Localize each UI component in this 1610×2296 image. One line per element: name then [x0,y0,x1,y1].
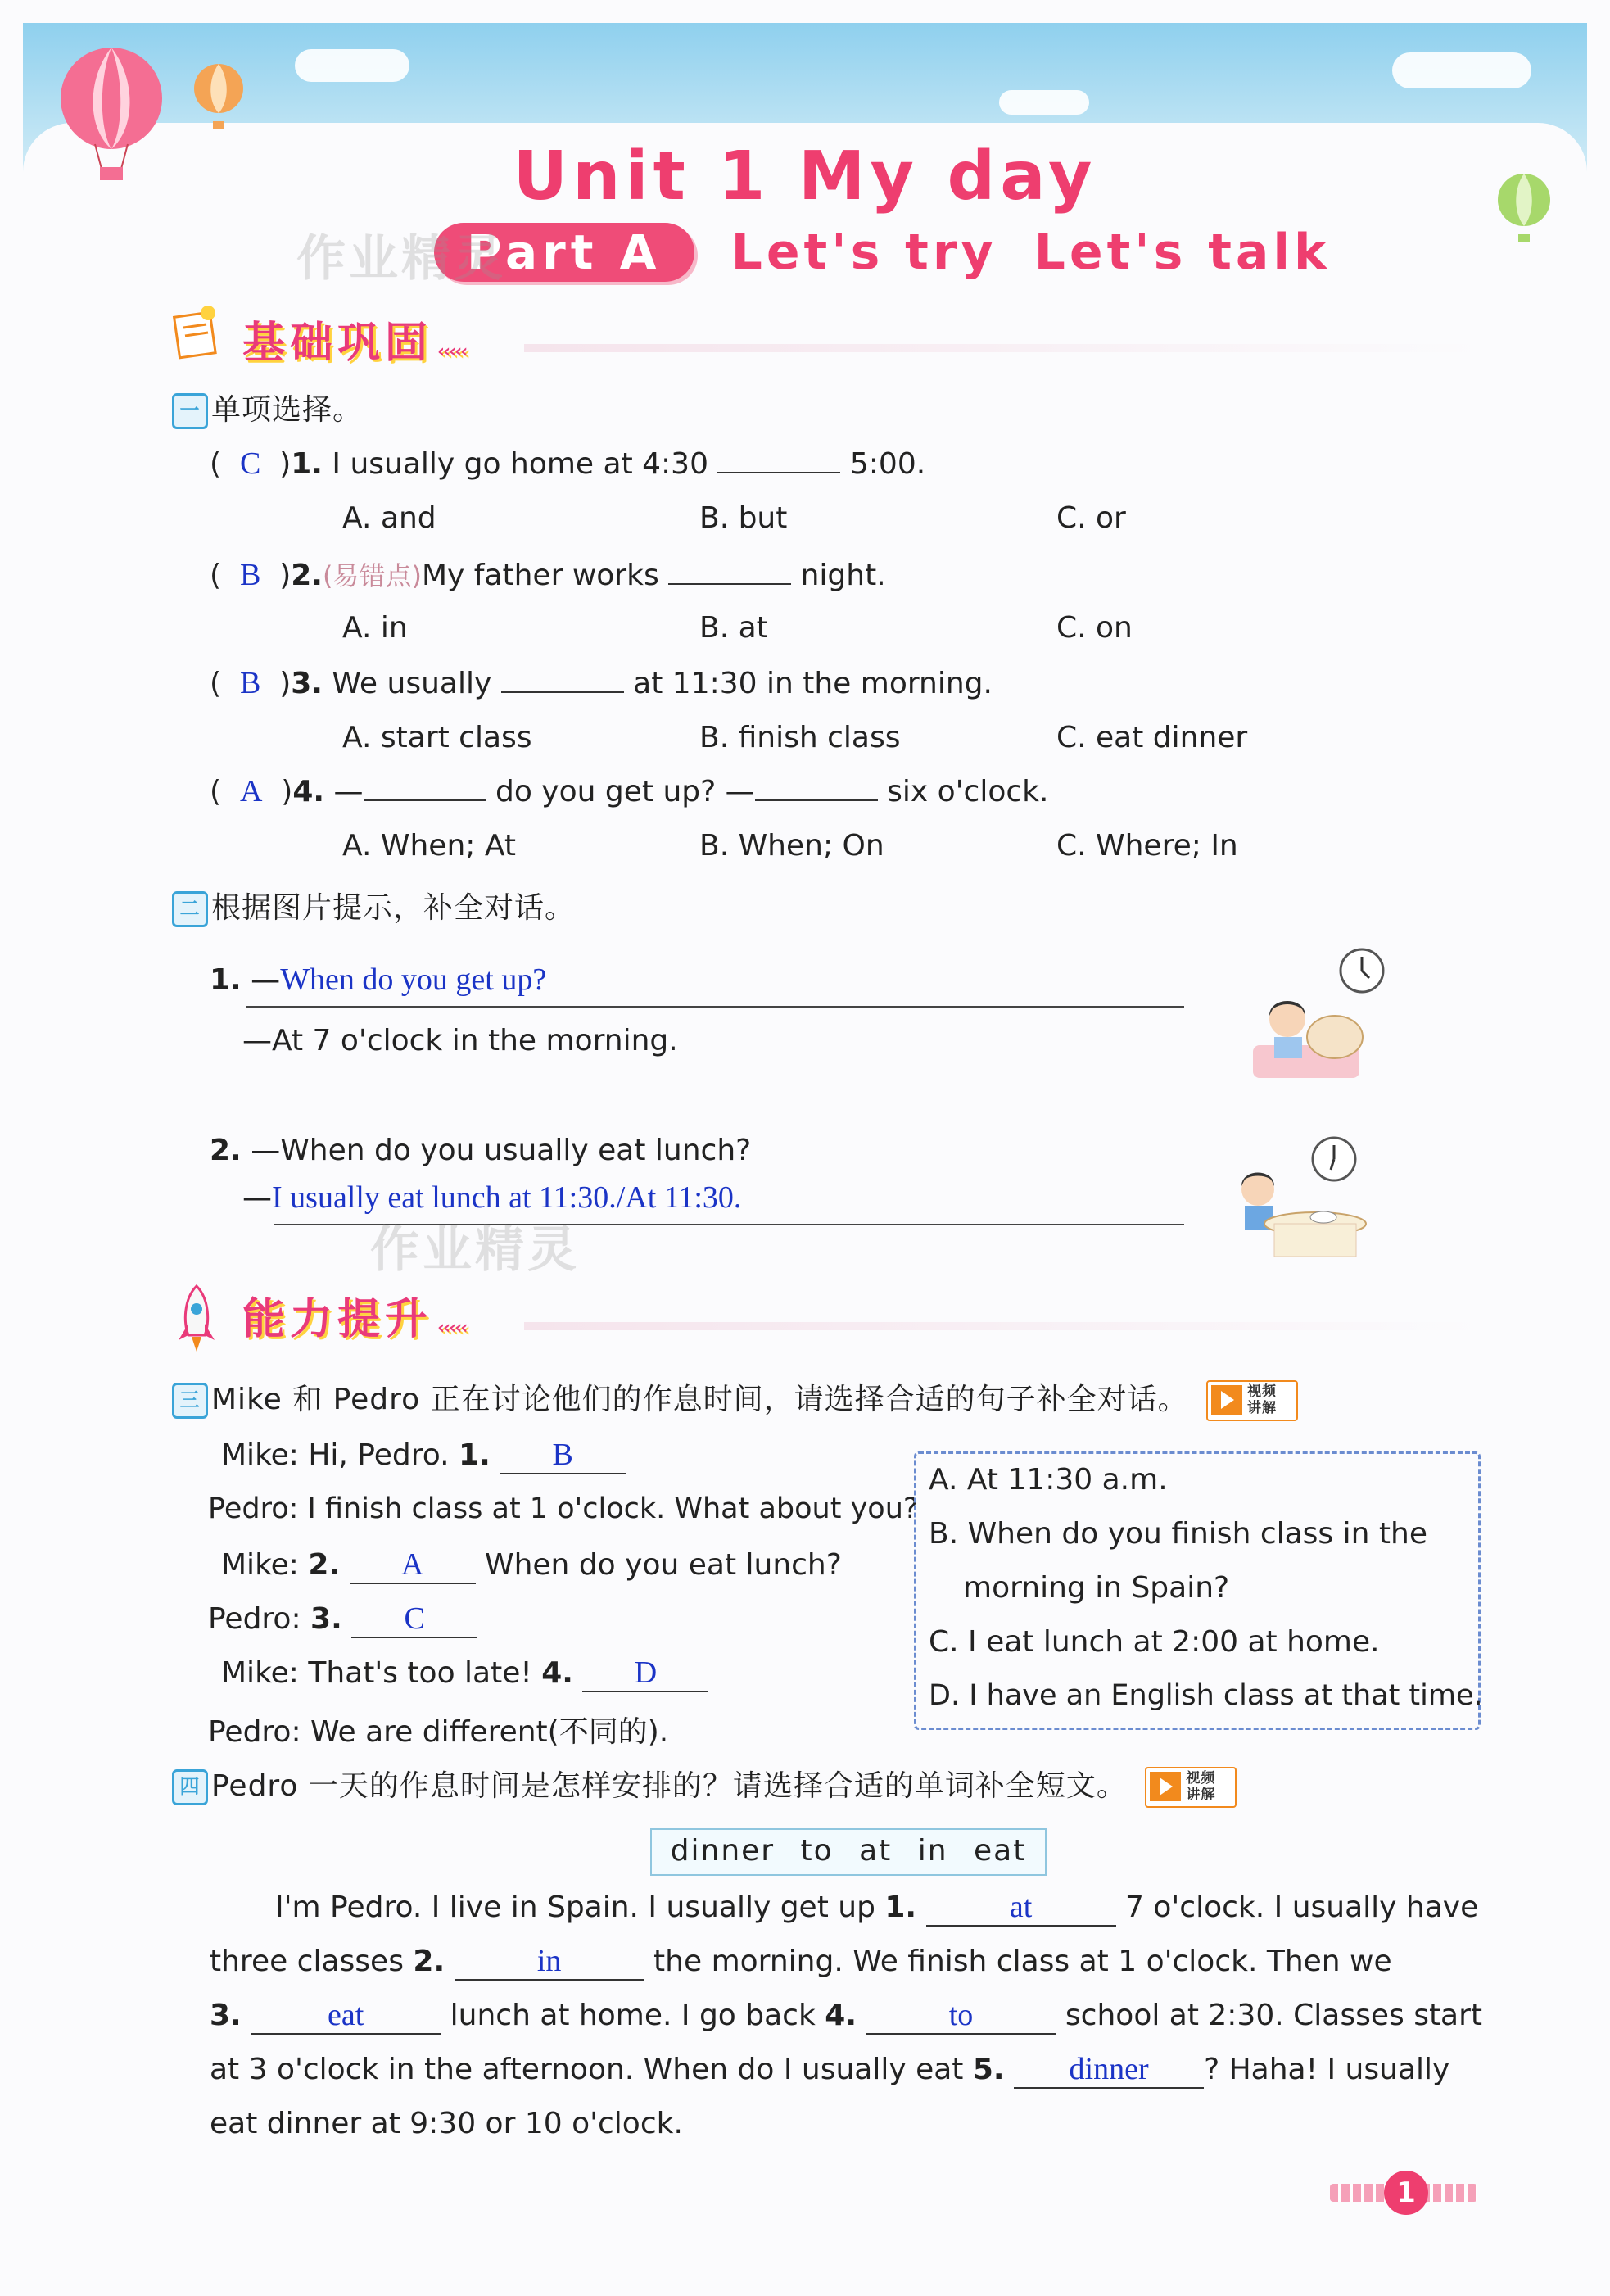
dialog-num: 2. [210,1134,242,1167]
option-b: B. When; On [699,829,884,863]
speaker-text: Mike: That's too late! [221,1656,532,1690]
q1-badge: 一 [172,393,208,429]
option-a: A. At 11:30 a.m. [929,1463,1168,1497]
page-number: 1 [1384,2171,1428,2215]
item-text: I usually go home at 4:30 [332,447,708,481]
item-num: 4. [292,775,325,808]
chevron-decoration: ‹‹‹‹‹ [437,1318,467,1338]
item-text: do you get up? — [495,775,755,808]
dialog-num: 1. [210,963,242,997]
q3-line-3 [221,1547,842,1584]
option-c: C. eat dinner [1056,721,1248,754]
blank-num: 5. [972,2053,1005,2086]
blank [866,1997,1056,2035]
page-number-badge [1327,2174,1482,2210]
dialog-text: —When do you usually eat lunch? [251,1134,752,1167]
video-label: 视频 [1247,1383,1278,1400]
answer-word: eat [328,1998,364,2032]
chevron-decoration: ‹‹‹‹‹ [437,342,467,362]
passage-text: three classes [210,1945,404,1978]
q3-line-2: Pedro: I finish class at 1 o'clock. What about you? [208,1492,919,1525]
q3-heading-text: Mike 和 Pedro 正在讨论他们的作息时间，请选择合适的句子补全对话。 [211,1383,1188,1416]
speaker-text: When do you eat lunch? [485,1548,842,1582]
part-badge: Part A [434,223,694,282]
item-num: 1. [291,447,323,481]
passage-line-3 [210,1997,1482,2035]
answer-choice: C [239,446,261,481]
q3-line-4 [208,1601,477,1638]
hot-air-balloon-icon [190,62,247,136]
passage-text: at 3 o'clock in the afternoon. When do I usually eat [210,2053,964,2086]
q4-heading-text: Pedro 一天的作息时间是怎样安排的？请选择合适的单词补全短文。 [211,1769,1127,1803]
passage-text: school at 2:30. Classes start [1065,1999,1483,2032]
q1-item-4: ( A )4. — do you get up? — six o'clock. [210,774,1049,808]
item-text: My father works [421,559,659,592]
watermark: 作业精灵 [296,230,506,288]
passage-text: ? Haha! I usually [1204,2053,1450,2086]
blank [1014,2051,1204,2089]
item-text: We usually [332,667,492,700]
answer-line [246,1006,1184,1008]
answer-text: When do you get up? [280,962,547,997]
passage-text: the morning. We finish class at 1 o'clock. Then we [653,1945,1392,1978]
answer-choice: A [239,774,263,808]
q4-badge: 四 [172,1769,208,1805]
blank [501,691,624,693]
option-a: A. When; At [342,829,516,863]
option-d: D. I have an English class at that time. [929,1679,1483,1712]
dialog-2-reply: —I usually eat lunch at 11:30./At 11:30. [242,1180,742,1215]
option-b: B. but [699,501,788,535]
answer-choice: B [239,666,261,700]
passage-text: lunch at home. I go back [450,1999,816,2032]
dialog-1-reply: —At 7 o'clock in the morning. [242,1024,678,1057]
watermark: 作业精灵 [370,1221,580,1279]
section-basic-text: 基础巩固 [242,319,433,368]
answer-choice: B [239,558,261,592]
answer-choice: B [552,1438,573,1472]
blank [251,1997,441,2035]
q1-item-3: ( B )3. We usually at 11:30 in the morning. [210,666,993,700]
q1-item-1: ( C )1. I usually go home at 4:30 5:00. [210,446,926,481]
play-icon [1211,1385,1242,1415]
option-c: C. or [1056,501,1126,535]
option-a: A. and [342,501,436,535]
lets-try-label: Let's try [730,224,997,281]
blank-num: 2. [413,1945,445,1978]
blank-num: 4. [825,1999,857,2032]
passage-text: 7 o'clock. I usually have [1125,1891,1479,1924]
video-label: 讲解 [1247,1400,1278,1416]
passage-line-2 [210,1943,1392,1981]
section-divider [524,344,1482,352]
blank [717,472,840,473]
cloud-decoration [295,49,409,82]
option-b: B. finish class [699,721,901,754]
passage-line-5: eat dinner at 9:30 or 10 o'clock. [210,2107,683,2140]
q2-badge: 二 [172,891,208,927]
q1-item-2: ( B )2.(易错点)My father works night. [210,558,886,592]
video-explain-button[interactable] [1145,1767,1237,1808]
dialog-1: 1. —When do you get up? [210,962,547,997]
cloud-decoration [999,90,1089,115]
blank [500,1437,626,1474]
answer-choice: A [400,1547,424,1582]
video-label: 视频 [1186,1770,1216,1787]
answer-word: at [1009,1890,1033,1924]
blank [455,1943,644,1981]
blank-num: 3. [310,1602,342,1636]
answer-word: in [536,1944,562,1978]
option-c: C. Where; In [1056,829,1238,863]
section-advanced-text: 能力提升 [242,1295,433,1344]
option-c: C. I eat lunch at 2:00 at home. [929,1625,1380,1659]
blank [668,583,791,585]
answer-text: I usually eat lunch at 11:30./At 11:30. [272,1180,742,1215]
q3-line-6: Pedro: We are different(不同的). [208,1715,669,1749]
rocket-icon [174,1283,219,1353]
blank-num: 3. [210,1999,242,2032]
item-text: night. [800,559,886,592]
q3-line-5 [221,1655,708,1692]
option-c: C. on [1056,611,1133,645]
notebook-icon [170,303,224,360]
speaker-text: Pedro: [208,1602,301,1636]
option-b: B. at [699,611,768,645]
blank-num: 1. [459,1438,491,1472]
option-b: B. When do you finish class in the [929,1517,1427,1551]
speaker-text: Mike: Hi, Pedro. [221,1438,450,1472]
boy-getting-up-illustration [1245,980,1368,1086]
q1-heading [172,387,363,429]
item-num: 2. [291,559,323,592]
part-subtitle-row [434,223,1331,292]
blank [350,1547,476,1584]
word-bank: dinner to at in eat [650,1828,1047,1876]
blank [364,799,486,801]
video-explain-button[interactable] [1206,1380,1298,1421]
speaker-text: Mike: [221,1548,299,1582]
blank [351,1601,477,1638]
blank [755,799,878,801]
q4-heading [172,1763,1237,1808]
answer-word: dinner [1069,2052,1149,2086]
play-icon [1150,1772,1181,1801]
dialog-2 [210,1134,751,1167]
option-a: A. in [342,611,408,645]
answer-word: to [948,1998,974,2032]
lets-talk-label: Let's talk [1033,224,1331,281]
blank [582,1655,708,1692]
unit-title: Unit 1 My day [513,138,1097,215]
q3-badge: 三 [172,1383,208,1419]
item-num: 3. [291,667,323,700]
section-divider [524,1322,1482,1330]
blank-num: 1. [884,1891,917,1924]
answer-choice: C [404,1601,425,1636]
section-advanced-title [242,1284,466,1346]
blank [926,1889,1116,1927]
section-basic-title [242,308,466,369]
passage-text: I'm Pedro. I live in Spain. I usually get up [275,1891,875,1924]
answer-choice: D [634,1655,658,1690]
boy-eating-lunch-illustration [1225,1160,1373,1258]
item-text: six o'clock. [887,775,1049,808]
q1-heading-text: 单项选择。 [211,393,364,427]
item-text: 5:00. [849,447,926,481]
item-text: at 11:30 in the morning. [633,667,993,700]
passage-line-1 [275,1889,1478,1927]
blank-num: 4. [541,1656,573,1690]
option-a: A. start class [342,721,532,754]
q2-heading [172,885,575,927]
blank-num: 2. [308,1548,341,1582]
q3-heading [172,1376,1298,1421]
video-label: 讲解 [1186,1787,1216,1803]
error-prone-tag: (易错点) [322,560,422,591]
q3-line-1 [221,1437,626,1474]
passage-line-4 [210,2051,1449,2089]
option-b-cont: morning in Spain? [963,1571,1230,1605]
item-text: — [333,775,364,808]
q2-heading-text: 根据图片提示，补全对话。 [211,891,576,925]
cloud-decoration [1392,52,1531,88]
